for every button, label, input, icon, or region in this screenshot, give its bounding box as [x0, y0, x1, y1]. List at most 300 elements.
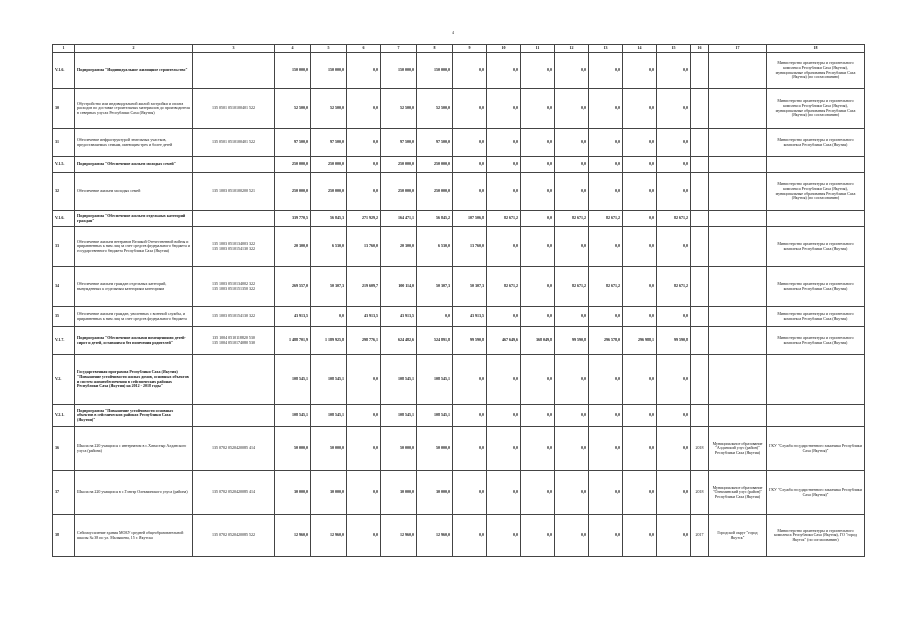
table-cell: 0,0 [555, 427, 589, 471]
table-cell [691, 129, 709, 157]
table-cell: 0,0 [623, 173, 657, 211]
table-row [53, 89, 865, 129]
table-cell: 0,0 [589, 427, 623, 471]
table-cell [691, 355, 709, 405]
header-cell: 1 [53, 45, 75, 53]
table-cell: 0,0 [623, 89, 657, 129]
table-cell [709, 89, 767, 129]
table-cell: 0,0 [521, 173, 555, 211]
table-cell: 0,0 [623, 157, 657, 173]
table-row [53, 355, 865, 405]
table-cell: 0,0 [623, 267, 657, 307]
table-cell: V.1.5. [53, 157, 75, 173]
table-cell: 0,0 [657, 307, 691, 327]
table-cell: 0,0 [521, 89, 555, 129]
table-cell: Школа на 220 учащихся в с.Тэнгэр Олекминского улуса (района) [75, 471, 193, 515]
table-cell: 0,0 [657, 355, 691, 405]
table-cell: 0,0 [623, 129, 657, 157]
header-cell: 4 [275, 45, 311, 53]
table-cell: 0,0 [555, 471, 589, 515]
table-cell [709, 267, 767, 307]
table-cell: 0,0 [623, 307, 657, 327]
table-cell: 82 671,2 [555, 267, 589, 307]
table-cell: 97 500,0 [311, 129, 347, 157]
table-cell: 38 [53, 515, 75, 557]
table-cell: 150 000,0 [275, 53, 311, 89]
header-cell: 2 [75, 45, 193, 53]
table-cell: 0,0 [521, 355, 555, 405]
table-cell: Обеспечение жильем ветеранов Великой Отечественной войны и приравненных к ним лиц за счет средств федерального бюджета и государственного бюджета Республики Саха (Якутия) [75, 227, 193, 267]
table-cell: Министерство архитектуры и строительного комплекса Республики Саха (Якутия), муниципальные образования Республики Саха (Якутия) (по согласованию) [767, 53, 865, 89]
table-cell: 135 1003 0510100200 521 [193, 173, 275, 211]
table-cell: 43 913,5 [275, 307, 311, 327]
table-cell [691, 89, 709, 129]
table-cell [709, 173, 767, 211]
table-cell: 135 1003 0510154130 322 [193, 307, 275, 327]
table-row [53, 157, 865, 173]
table-cell [709, 211, 767, 227]
table-cell: 97 500,0 [417, 129, 453, 157]
table-cell: 0,0 [311, 307, 347, 327]
table-cell: Подпрограмма "Обеспечение жильем молодых семей" [75, 157, 193, 173]
table-cell: 0,0 [657, 405, 691, 427]
table-cell: 37 [53, 471, 75, 515]
table-cell [767, 211, 865, 227]
table-cell: 0,0 [623, 211, 657, 227]
table-cell: 250 000,0 [275, 157, 311, 173]
table-cell: 108 545,1 [311, 355, 347, 405]
table-row [53, 327, 865, 355]
table-row [53, 515, 865, 557]
table-cell [193, 53, 275, 89]
table-cell: 52 500,0 [311, 89, 347, 129]
table-cell: 0,0 [623, 53, 657, 89]
table-cell: V.1.6. [53, 211, 75, 227]
table-cell: 97 500,0 [275, 129, 311, 157]
table-cell: 0,0 [623, 405, 657, 427]
table-cell: 250 000,0 [381, 157, 417, 173]
table-cell [709, 129, 767, 157]
table-cell: 0,0 [347, 427, 381, 471]
table-cell: 0,0 [347, 53, 381, 89]
table-cell: 2017 [691, 515, 709, 557]
table-cell: 36 [53, 427, 75, 471]
table-cell: 50 307,3 [453, 267, 487, 307]
table-cell: 82 671,2 [589, 211, 623, 227]
table-cell: 0,0 [453, 471, 487, 515]
header-cell: 6 [347, 45, 381, 53]
table-row [53, 307, 865, 327]
header-cell: 8 [417, 45, 453, 53]
table-cell: 250 000,0 [275, 173, 311, 211]
table-cell: Министерство архитектуры и строительного комплекса Республики Саха (Якутия) [767, 129, 865, 157]
table-cell: 13 760,0 [453, 227, 487, 267]
table-cell [709, 227, 767, 267]
table-cell: 135 0501 0510100401 522 [193, 129, 275, 157]
table-cell: 296 988,1 [623, 327, 657, 355]
table-cell: 33 [53, 227, 75, 267]
table-cell: 0,0 [589, 53, 623, 89]
table-cell: 34 [53, 267, 75, 307]
table-cell: Обеспечение жильем граждан, уволенных с военной службы, и приравненных к ним лиц за счет средств федерального бюджета [75, 307, 193, 327]
table-cell: 1 488 701,9 [275, 327, 311, 355]
table-cell [691, 157, 709, 173]
table-cell: 30 000,0 [381, 471, 417, 515]
table-cell: Муниципальное образование "Олекминский улус (район)" Республики Саха (Якутия) [709, 471, 767, 515]
table-cell: 135 1003 0510134003 322 135 1003 0510154130 322 [193, 227, 275, 267]
table-cell: 50 000,0 [417, 427, 453, 471]
table-cell: 150 000,0 [417, 53, 453, 89]
table-cell: 35 [53, 307, 75, 327]
table-cell: 0,0 [521, 427, 555, 471]
table-cell: 0,0 [453, 427, 487, 471]
table-cell: 0,0 [347, 515, 381, 557]
table-cell: Министерство архитектуры и строительного комплекса Республики Саха (Якутия), муниципальные образования Республики Саха (Якутия) (по согласованию) [767, 173, 865, 211]
table-cell: 82 671,2 [555, 211, 589, 227]
table-cell [193, 355, 275, 405]
table-cell: 368 049,8 [521, 327, 555, 355]
table-cell: 0,0 [487, 427, 521, 471]
table-cell [709, 53, 767, 89]
table-cell: 219 609,7 [347, 267, 381, 307]
header-cell: 16 [691, 45, 709, 53]
table-cell: 0,0 [555, 89, 589, 129]
table-cell: 97 500,0 [381, 129, 417, 157]
table-cell: 30 000,0 [275, 471, 311, 515]
table-cell: 82 671,2 [487, 267, 521, 307]
table-cell: 2018 [691, 427, 709, 471]
table-cell: Министерство архитектуры и строительного комплекса Республики Саха (Якутия) [767, 307, 865, 327]
table-cell: Министерство архитектуры и строительного комплекса Республики Саха (Якутия) [767, 227, 865, 267]
table-cell [691, 227, 709, 267]
header-cell: 14 [623, 45, 657, 53]
header-cell: 13 [589, 45, 623, 53]
table-cell: 20 300,0 [275, 227, 311, 267]
table-cell: 43 913,5 [347, 307, 381, 327]
table-cell [767, 355, 865, 405]
table-cell: 13 760,0 [347, 227, 381, 267]
table-cell: 30 [53, 89, 75, 129]
table-cell: 0,0 [657, 157, 691, 173]
table-cell: 0,0 [487, 355, 521, 405]
table-cell: 0,0 [521, 515, 555, 557]
header-cell: 11 [521, 45, 555, 53]
table-cell: 56 845,2 [417, 211, 453, 227]
table-cell: 135 0501 0510100401 522 [193, 89, 275, 129]
table-cell: 108 545,1 [381, 405, 417, 427]
table-cell: 0,0 [487, 157, 521, 173]
table-cell: 0,0 [589, 227, 623, 267]
table-cell: 0,0 [657, 227, 691, 267]
table-cell [691, 405, 709, 427]
table-cell: 108 545,1 [311, 405, 347, 427]
table-cell: 0,0 [521, 157, 555, 173]
table-cell: Подпрограмма "Обеспечение жилыми помещениями детей-сирот и детей, оставшихся без попечения родителей" [75, 327, 193, 355]
table-cell: 108 545,1 [275, 405, 311, 427]
table-cell: 99 590,8 [555, 327, 589, 355]
table-cell [709, 157, 767, 173]
table-cell: 0,0 [453, 515, 487, 557]
table-cell: Министерство архитектуры и строительного комплекса Республики Саха (Якутия) [767, 267, 865, 307]
table-cell: Министерство архитектуры и строительного комплекса Республики Саха (Якутия) [767, 327, 865, 355]
table-cell: ГКУ "Служба государственного заказчика Республики Саха (Якутия)" [767, 427, 865, 471]
table-cell: Подпрограмма "Обеспечение жильем отдельных категорий граждан" [75, 211, 193, 227]
table-cell: 6 530,0 [311, 227, 347, 267]
table-cell: Обеспечение жильем молодых семей [75, 173, 193, 211]
table-cell: Муниципальное образование "Алданский улус (район)" Республики Саха (Якутия) [709, 427, 767, 471]
table-row [53, 427, 865, 471]
table-cell: V.2.1. [53, 405, 75, 427]
table-cell: 0,0 [657, 515, 691, 557]
table-cell: 0,0 [453, 53, 487, 89]
table-cell: 12 960,0 [275, 515, 311, 557]
table-cell: 0,0 [487, 471, 521, 515]
table-cell: 164 471,1 [381, 211, 417, 227]
table-cell: 0,0 [623, 355, 657, 405]
table-cell: 0,0 [521, 267, 555, 307]
table-cell: 0,0 [521, 307, 555, 327]
table-cell: 0,0 [487, 227, 521, 267]
table-cell: 0,0 [521, 53, 555, 89]
table-cell: 20 300,0 [381, 227, 417, 267]
table-cell: 0,0 [347, 89, 381, 129]
table-cell [767, 405, 865, 427]
table-cell: 624 482,6 [381, 327, 417, 355]
table-cell: Министерство архитектуры и строительного комплекса Республики Саха (Якутия), ГО "город Якутск" (по согласованию) [767, 515, 865, 557]
table-cell: 32 [53, 173, 75, 211]
table-cell [709, 327, 767, 355]
table-cell: 150 000,0 [381, 53, 417, 89]
table-cell: 108 545,1 [417, 355, 453, 405]
header-cell: 7 [381, 45, 417, 53]
table-cell: 12 960,0 [417, 515, 453, 557]
table-cell: 82 671,2 [589, 267, 623, 307]
table-cell: 0,0 [657, 427, 691, 471]
table-cell: 100 114,0 [381, 267, 417, 307]
table-cell: V.2. [53, 355, 75, 405]
table-cell [709, 355, 767, 405]
table-cell: 0,0 [555, 129, 589, 157]
table-row [53, 129, 865, 157]
table-cell: 82 671,2 [657, 267, 691, 307]
table-row [53, 227, 865, 267]
table-cell: 2018 [691, 471, 709, 515]
table-cell: 0,0 [589, 89, 623, 129]
table-cell: 50 307,3 [311, 267, 347, 307]
table-cell: 0,0 [453, 405, 487, 427]
table-cell: 0,0 [555, 355, 589, 405]
table-cell: 135 0702 0520420085 522 [193, 515, 275, 557]
table-cell: 43 913,5 [453, 307, 487, 327]
table-cell: 0,0 [347, 157, 381, 173]
table-cell: 0,0 [555, 307, 589, 327]
table-row [53, 471, 865, 515]
table-cell [691, 307, 709, 327]
table-cell: 0,0 [521, 227, 555, 267]
table-cell: Обеспечение жильем граждан отдельных категорий, вынужденных к отдельным категориям категориям [75, 267, 193, 307]
table-cell: 0,0 [555, 227, 589, 267]
table-cell: 0,0 [555, 157, 589, 173]
table-cell: 250 000,0 [311, 173, 347, 211]
table-cell: 296 578,0 [589, 327, 623, 355]
table-cell: V.1.7. [53, 327, 75, 355]
table-cell: 150 000,0 [311, 53, 347, 89]
table-cell: 52 500,0 [381, 89, 417, 129]
table-row [53, 405, 865, 427]
table-cell: 0,0 [487, 129, 521, 157]
table-cell: 0,0 [623, 515, 657, 557]
table-cell [193, 405, 275, 427]
table-cell: 0,0 [623, 471, 657, 515]
table-cell: 269 557,0 [275, 267, 311, 307]
header-cell: 17 [709, 45, 767, 53]
table-row [53, 173, 865, 211]
table-cell: Министерство архитектуры и строительного комплекса Республики Саха (Якутия), муниципальные образования Республики Саха (Якутия) (по согласованию) [767, 89, 865, 129]
table-cell: Городской округ "город Якутск" [709, 515, 767, 557]
table-cell: 0,0 [589, 157, 623, 173]
table-row [53, 211, 865, 227]
table-cell: 50 000,0 [311, 427, 347, 471]
table-cell: 0,0 [347, 355, 381, 405]
table-cell [709, 405, 767, 427]
table-cell: 0,0 [347, 405, 381, 427]
table-cell: ГКУ "Служба государственного заказчика Республики Саха (Якутия)" [767, 471, 865, 515]
table-cell: V.1.6. [53, 53, 75, 89]
table-cell: 0,0 [453, 173, 487, 211]
header-cell: 5 [311, 45, 347, 53]
table-cell: 31 [53, 129, 75, 157]
table-cell: 250 000,0 [311, 157, 347, 173]
table-cell [709, 307, 767, 327]
table-cell: 30 000,0 [417, 471, 453, 515]
table-cell: 524 891,8 [417, 327, 453, 355]
table-cell: Школа на 220 учащихся с интернатом в с.Хатыстыр Алданского улуса (района) [75, 427, 193, 471]
table-cell: 0,0 [589, 515, 623, 557]
page-number: 4 [452, 30, 454, 35]
table-cell: 6 530,0 [417, 227, 453, 267]
header-cell: 9 [453, 45, 487, 53]
table-cell [691, 267, 709, 307]
table-cell: 0,0 [657, 129, 691, 157]
table-cell: Подпрограмма "Повышение устойчивости основных объектов в сейсмических районах Республики Саха (Якутия)" [75, 405, 193, 427]
table-cell: 108 545,1 [381, 355, 417, 405]
table-cell: 0,0 [555, 515, 589, 557]
table-cell: 0,0 [487, 53, 521, 89]
table-cell: 0,0 [521, 211, 555, 227]
table-cell: 0,0 [521, 129, 555, 157]
table-cell: 0,0 [347, 173, 381, 211]
table-cell: 99 590,8 [453, 327, 487, 355]
table-cell: 271 929,2 [347, 211, 381, 227]
table-cell [691, 173, 709, 211]
table-cell: 52 500,0 [417, 89, 453, 129]
table-cell: 108 545,1 [275, 355, 311, 405]
table-cell: 0,0 [589, 129, 623, 157]
table-cell [691, 53, 709, 89]
table-cell: 30 000,0 [311, 471, 347, 515]
table-cell: 0,0 [521, 471, 555, 515]
table-cell: 0,0 [347, 471, 381, 515]
table-cell: 56 845,3 [311, 211, 347, 227]
table-cell: 0,0 [555, 173, 589, 211]
table-cell: 135 0702 0520420085 414 [193, 427, 275, 471]
table-cell: 135 1003 0510134002 322 135 1003 0510151350 322 [193, 267, 275, 307]
table-cell: 107 506,8 [453, 211, 487, 227]
table-cell: 298 776,1 [347, 327, 381, 355]
budget-table [52, 44, 865, 557]
table-cell: 0,0 [487, 515, 521, 557]
table-cell [193, 157, 275, 173]
table-cell: 0,0 [657, 471, 691, 515]
table-cell: 0,0 [417, 307, 453, 327]
table-cell: 250 000,0 [417, 173, 453, 211]
table-cell: 0,0 [453, 89, 487, 129]
table-cell: 0,0 [623, 427, 657, 471]
table-cell: 50 307,3 [417, 267, 453, 307]
table-cell [691, 211, 709, 227]
table-cell: 0,0 [589, 173, 623, 211]
table-cell: Сейсмоусиление здания МОБУ средней общеобразовательной школы № 38 по ул. Малышева, 15 г. Якутска [75, 515, 193, 557]
table-cell: 0,0 [589, 471, 623, 515]
table-cell: 135 0702 0520420085 414 [193, 471, 275, 515]
table-cell: 43 913,5 [381, 307, 417, 327]
table-cell: 108 545,1 [417, 405, 453, 427]
table-cell: 0,0 [453, 129, 487, 157]
table-cell: 0,0 [487, 89, 521, 129]
table-cell: Подпрограмма "Индивидуальное жилищное строительство" [75, 53, 193, 89]
table-cell: 99 590,8 [657, 327, 691, 355]
table-cell: Государственная программа Республики Саха (Якутия) "Повышение устойчивости жилых домов, основных объектов и систем жизнеобеспечения в сейсмических районах Республики Саха (Якутия) на 2012 - 2018 годы" [75, 355, 193, 405]
header-row [53, 45, 865, 53]
table-cell: 467 649,6 [487, 327, 521, 355]
table-cell: 250 000,0 [417, 157, 453, 173]
table-cell: 250 000,0 [381, 173, 417, 211]
header-cell: 10 [487, 45, 521, 53]
table-cell [691, 327, 709, 355]
table-row [53, 267, 865, 307]
table-cell: 135 1004 0510118820 530 135 1004 0510174080 530 [193, 327, 275, 355]
table-cell: 0,0 [589, 355, 623, 405]
table-cell: 0,0 [453, 355, 487, 405]
table-cell: 0,0 [453, 157, 487, 173]
table-cell: 50 000,0 [275, 427, 311, 471]
table-cell: 0,0 [589, 405, 623, 427]
header-cell: 12 [555, 45, 589, 53]
table-cell: Обустройство или индивидуальной жилой застройки и оплата расходов по доставке строительных материалов до производителя в северных улусах Республики Саха (Якутия) [75, 89, 193, 129]
table-cell: 0,0 [487, 307, 521, 327]
table-cell: 12 960,0 [311, 515, 347, 557]
table-cell: 0,0 [657, 89, 691, 129]
table-cell: 0,0 [555, 53, 589, 89]
table-cell: 52 500,0 [275, 89, 311, 129]
header-cell: 18 [767, 45, 865, 53]
table-cell: 0,0 [657, 53, 691, 89]
header-cell: 15 [657, 45, 691, 53]
table-cell: 0,0 [487, 405, 521, 427]
table-cell: 0,0 [347, 129, 381, 157]
table-cell: 0,0 [623, 227, 657, 267]
table-cell [193, 211, 275, 227]
table-cell [767, 157, 865, 173]
table-cell: 82 671,2 [487, 211, 521, 227]
table-cell: 339 770,5 [275, 211, 311, 227]
table-cell: Обеспечение инфраструктурой земельных участков, предоставляемых семьям, имеющим трех и более детей [75, 129, 193, 157]
header-cell: 3 [193, 45, 275, 53]
table-cell: 12 960,0 [381, 515, 417, 557]
table-cell: 0,0 [589, 307, 623, 327]
table-cell: 50 000,0 [381, 427, 417, 471]
table-cell: 0,0 [657, 173, 691, 211]
